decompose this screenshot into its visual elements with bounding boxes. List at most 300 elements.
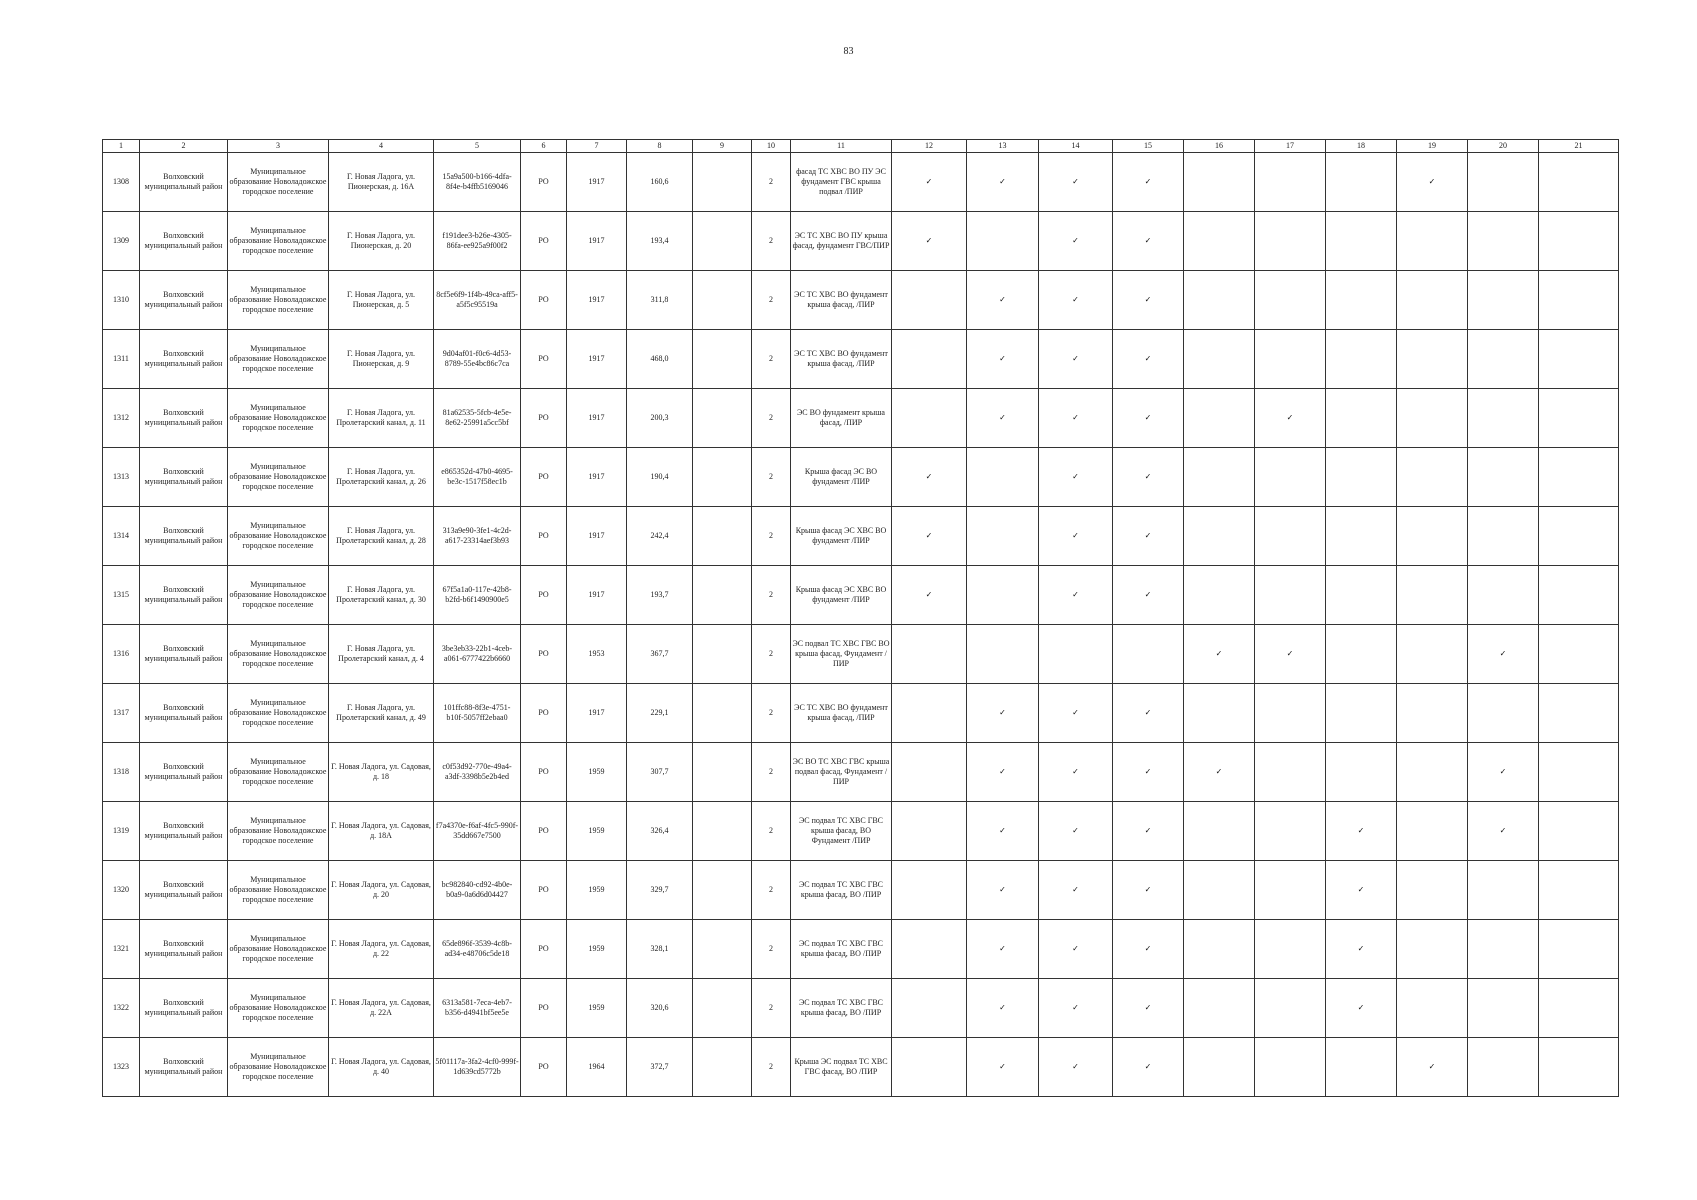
table-row <box>103 271 1619 330</box>
area-cell: 372,7 <box>627 1038 693 1097</box>
checkmark-icon: ✓ <box>1072 1062 1079 1071</box>
checkmark-icon: ✓ <box>1072 590 1079 599</box>
work-mark-cell <box>1255 920 1326 979</box>
column-10-cell: 2 <box>752 448 791 507</box>
table-row <box>103 389 1619 448</box>
district-cell: Волховский муниципальный район <box>140 802 228 861</box>
column-9-cell <box>693 448 752 507</box>
municipality-cell: Муниципальное образование Новоладожское городское поселение <box>228 743 329 802</box>
work-mark-cell <box>1113 684 1184 743</box>
work-mark-cell <box>1326 389 1397 448</box>
works-cell: ЭС ВО фундамент крыша фасад, /ПИР <box>791 389 892 448</box>
address-cell: Г. Новая Ладога, ул. Пролетарский канал, д. 4 <box>329 625 434 684</box>
row-number: 1315 <box>103 566 140 625</box>
work-mark-cell <box>1468 802 1539 861</box>
area-cell: 311,8 <box>627 271 693 330</box>
checkmark-icon: ✓ <box>1144 708 1152 717</box>
area-cell: 193,7 <box>627 566 693 625</box>
checkmark-icon: ✓ <box>1357 826 1365 835</box>
column-6-cell: РО <box>521 1038 567 1097</box>
work-mark-cell <box>967 507 1039 566</box>
column-10-cell: 2 <box>752 566 791 625</box>
municipality-cell: Муниципальное образование Новоладожское городское поселение <box>228 920 329 979</box>
address-cell: Г. Новая Ладога, ул. Садовая, д. 22 <box>329 920 434 979</box>
table-row <box>103 212 1619 271</box>
checkmark-icon: ✓ <box>1144 944 1152 953</box>
area-cell: 329,7 <box>627 861 693 920</box>
work-mark-cell <box>1539 684 1619 743</box>
work-mark-cell <box>1468 684 1539 743</box>
municipality-cell: Муниципальное образование Новоладожское городское поселение <box>228 979 329 1038</box>
work-mark-cell <box>967 625 1039 684</box>
works-cell: ЭС подвал ТС ХВС ГВС крыша фасад, ВО Фундамент /ПИР <box>791 802 892 861</box>
works-cell: ЭС ВО ТС ХВС ГВС крыша подвал фасад, Фундамент /ПИР <box>791 743 892 802</box>
year-built-cell: 1917 <box>567 330 627 389</box>
column-9-cell <box>693 979 752 1038</box>
work-mark-cell <box>892 153 967 212</box>
column-6-cell: РО <box>521 920 567 979</box>
work-mark-cell <box>1039 271 1113 330</box>
checkmark-icon: ✓ <box>1428 1062 1436 1071</box>
municipality-cell: Муниципальное образование Новоладожское городское поселение <box>228 153 329 212</box>
work-mark-cell <box>892 448 967 507</box>
municipality-cell: Муниципальное образование Новоладожское городское поселение <box>228 212 329 271</box>
address-cell: Г. Новая Ладога, ул. Садовая, д. 40 <box>329 1038 434 1097</box>
work-mark-cell <box>1468 153 1539 212</box>
checkmark-icon: ✓ <box>1144 767 1152 776</box>
checkmark-icon: ✓ <box>1072 354 1079 363</box>
checkmark-icon: ✓ <box>1072 826 1079 835</box>
address-cell: Г. Новая Ладога, ул. Пионерская, д. 20 <box>329 212 434 271</box>
address-cell: Г. Новая Ладога, ул. Пионерская, д. 16А <box>329 153 434 212</box>
checkmark-icon: ✓ <box>999 1062 1006 1071</box>
work-mark-cell <box>1397 271 1468 330</box>
year-built-cell: 1917 <box>567 153 627 212</box>
work-mark-cell <box>1397 153 1468 212</box>
column-number-header: 9 <box>693 140 752 153</box>
column-number-header: 5 <box>434 140 521 153</box>
row-number: 1309 <box>103 212 140 271</box>
checkmark-icon: ✓ <box>1144 531 1152 540</box>
column-10-cell: 2 <box>752 330 791 389</box>
checkmark-icon: ✓ <box>1144 826 1152 835</box>
checkmark-icon: ✓ <box>999 708 1006 717</box>
district-cell: Волховский муниципальный район <box>140 684 228 743</box>
row-number: 1320 <box>103 861 140 920</box>
column-number-header: 7 <box>567 140 627 153</box>
work-mark-cell <box>1468 743 1539 802</box>
municipality-cell: Муниципальное образование Новоладожское городское поселение <box>228 802 329 861</box>
checkmark-icon: ✓ <box>1072 295 1079 304</box>
work-mark-cell <box>1468 271 1539 330</box>
work-mark-cell <box>1184 979 1255 1038</box>
work-mark-cell <box>1326 1038 1397 1097</box>
work-mark-cell <box>892 271 967 330</box>
checkmark-icon: ✓ <box>1072 767 1079 776</box>
column-number-header: 12 <box>892 140 967 153</box>
work-mark-cell <box>967 1038 1039 1097</box>
table-row <box>103 743 1619 802</box>
checkmark-icon: ✓ <box>1144 295 1152 304</box>
work-mark-cell <box>1468 625 1539 684</box>
year-built-cell: 1959 <box>567 861 627 920</box>
work-mark-cell <box>1539 920 1619 979</box>
district-cell: Волховский муниципальный район <box>140 448 228 507</box>
work-mark-cell <box>1255 861 1326 920</box>
work-mark-cell <box>1184 1038 1255 1097</box>
work-mark-cell <box>1255 271 1326 330</box>
work-mark-cell <box>1039 153 1113 212</box>
column-10-cell: 2 <box>752 271 791 330</box>
work-mark-cell <box>1326 684 1397 743</box>
address-cell: Г. Новая Ладога, ул. Пионерская, д. 5 <box>329 271 434 330</box>
table-row <box>103 448 1619 507</box>
checkmark-icon: ✓ <box>1072 1003 1079 1012</box>
work-mark-cell <box>1468 920 1539 979</box>
district-cell: Волховский муниципальный район <box>140 625 228 684</box>
work-mark-cell <box>1539 448 1619 507</box>
year-built-cell: 1953 <box>567 625 627 684</box>
column-9-cell <box>693 625 752 684</box>
checkmark-icon: ✓ <box>925 472 933 481</box>
column-9-cell <box>693 566 752 625</box>
column-9-cell <box>693 802 752 861</box>
row-number: 1311 <box>103 330 140 389</box>
municipality-cell: Муниципальное образование Новоладожское городское поселение <box>228 861 329 920</box>
house-code-cell: 6313a581-7eca-4eb7-b356-d4941bf5ee5e <box>434 979 521 1038</box>
checkmark-icon: ✓ <box>925 177 933 186</box>
work-mark-cell <box>892 625 967 684</box>
column-10-cell: 2 <box>752 153 791 212</box>
year-built-cell: 1917 <box>567 271 627 330</box>
work-mark-cell <box>1039 1038 1113 1097</box>
house-code-cell: bc982840-cd92-4b0e-b0a9-0a6d6d04427 <box>434 861 521 920</box>
checkmark-icon: ✓ <box>1072 413 1079 422</box>
work-mark-cell <box>1039 625 1113 684</box>
work-mark-cell <box>892 802 967 861</box>
column-number-header: 18 <box>1326 140 1397 153</box>
work-mark-cell <box>967 389 1039 448</box>
house-code-cell: 9d04af01-f0c6-4d53-8789-55e4bc86c7ca <box>434 330 521 389</box>
works-cell: Крыша ЭС подвал ТС ХВС ГВС фасад, ВО /ПИР <box>791 1038 892 1097</box>
work-mark-cell <box>967 153 1039 212</box>
checkmark-icon: ✓ <box>1144 354 1152 363</box>
row-number: 1314 <box>103 507 140 566</box>
work-mark-cell <box>1039 743 1113 802</box>
row-number: 1316 <box>103 625 140 684</box>
work-mark-cell <box>1397 212 1468 271</box>
work-mark-cell <box>1468 1038 1539 1097</box>
checkmark-icon: ✓ <box>1072 177 1079 186</box>
checkmark-icon: ✓ <box>1286 413 1294 422</box>
checkmark-icon: ✓ <box>999 413 1006 422</box>
column-number-header: 10 <box>752 140 791 153</box>
municipality-cell: Муниципальное образование Новоладожское городское поселение <box>228 625 329 684</box>
work-mark-cell <box>1184 389 1255 448</box>
column-9-cell <box>693 743 752 802</box>
work-mark-cell <box>1539 625 1619 684</box>
works-cell: Крыша фасад ЭС ХВС ВО фундамент /ПИР <box>791 566 892 625</box>
work-mark-cell <box>1539 802 1619 861</box>
work-mark-cell <box>967 802 1039 861</box>
work-mark-cell <box>1039 861 1113 920</box>
works-cell: ЭС подвал ТС ХВС ГВС крыша фасад, ВО /ПИР <box>791 920 892 979</box>
column-6-cell: РО <box>521 979 567 1038</box>
work-mark-cell <box>1397 507 1468 566</box>
table-row <box>103 330 1619 389</box>
work-mark-cell <box>1184 861 1255 920</box>
work-mark-cell <box>1468 389 1539 448</box>
address-cell: Г. Новая Ладога, ул. Пролетарский канал, д. 28 <box>329 507 434 566</box>
column-6-cell: РО <box>521 389 567 448</box>
column-10-cell: 2 <box>752 212 791 271</box>
district-cell: Волховский муниципальный район <box>140 920 228 979</box>
work-mark-cell <box>1039 389 1113 448</box>
work-mark-cell <box>1397 625 1468 684</box>
work-mark-cell <box>967 271 1039 330</box>
house-code-cell: 313a9e90-3fe1-4c2d-a617-23314aef3b93 <box>434 507 521 566</box>
work-mark-cell <box>1039 920 1113 979</box>
checkmark-icon: ✓ <box>1144 1062 1152 1071</box>
row-number: 1313 <box>103 448 140 507</box>
checkmark-icon: ✓ <box>999 944 1006 953</box>
area-cell: 160,6 <box>627 153 693 212</box>
table-row <box>103 566 1619 625</box>
year-built-cell: 1917 <box>567 684 627 743</box>
municipality-cell: Муниципальное образование Новоладожское городское поселение <box>228 507 329 566</box>
checkmark-icon: ✓ <box>925 531 933 540</box>
area-cell: 200,3 <box>627 389 693 448</box>
column-6-cell: РО <box>521 212 567 271</box>
column-number-header: 17 <box>1255 140 1326 153</box>
address-cell: Г. Новая Ладога, ул. Пионерская, д. 9 <box>329 330 434 389</box>
year-built-cell: 1917 <box>567 566 627 625</box>
column-6-cell: РО <box>521 802 567 861</box>
work-mark-cell <box>1184 153 1255 212</box>
work-mark-cell <box>1539 1038 1619 1097</box>
work-mark-cell <box>1397 979 1468 1038</box>
column-6-cell: РО <box>521 153 567 212</box>
checkmark-icon: ✓ <box>1072 885 1079 894</box>
work-mark-cell <box>1255 684 1326 743</box>
work-mark-cell <box>1326 743 1397 802</box>
column-number-header: 16 <box>1184 140 1255 153</box>
address-cell: Г. Новая Ладога, ул. Садовая, д. 22А <box>329 979 434 1038</box>
column-9-cell <box>693 153 752 212</box>
works-cell: фасад ТС ХВС ВО ПУ ЭС фундамент ГВС крыша подвал /ПИР <box>791 153 892 212</box>
house-code-cell: 5f01117a-3fa2-4cf0-999f-1d639cd5772b <box>434 1038 521 1097</box>
district-cell: Волховский муниципальный район <box>140 153 228 212</box>
work-mark-cell <box>1397 802 1468 861</box>
work-mark-cell <box>1113 507 1184 566</box>
checkmark-icon: ✓ <box>1428 177 1436 186</box>
column-number-header: 14 <box>1039 140 1113 153</box>
checkmark-icon: ✓ <box>999 354 1006 363</box>
work-mark-cell <box>1255 389 1326 448</box>
work-mark-cell <box>892 1038 967 1097</box>
work-mark-cell <box>967 743 1039 802</box>
work-mark-cell <box>1539 212 1619 271</box>
work-mark-cell <box>1113 920 1184 979</box>
work-mark-cell <box>1326 861 1397 920</box>
municipality-cell: Муниципальное образование Новоладожское городское поселение <box>228 330 329 389</box>
column-10-cell: 2 <box>752 684 791 743</box>
work-mark-cell <box>1039 566 1113 625</box>
house-code-cell: f7a4370e-f6af-4fc5-990f-35dd667e7500 <box>434 802 521 861</box>
work-mark-cell <box>1397 389 1468 448</box>
checkmark-icon: ✓ <box>1499 649 1507 658</box>
checkmark-icon: ✓ <box>1144 885 1152 894</box>
work-mark-cell <box>1113 979 1184 1038</box>
work-mark-cell <box>1326 507 1397 566</box>
row-number: 1323 <box>103 1038 140 1097</box>
column-9-cell <box>693 861 752 920</box>
work-mark-cell <box>1539 861 1619 920</box>
year-built-cell: 1959 <box>567 802 627 861</box>
checkmark-icon: ✓ <box>925 590 933 599</box>
work-mark-cell <box>1539 271 1619 330</box>
page-number: 83 <box>843 46 854 57</box>
column-6-cell: РО <box>521 330 567 389</box>
address-cell: Г. Новая Ладога, ул. Пролетарский канал, д. 26 <box>329 448 434 507</box>
work-mark-cell <box>1113 566 1184 625</box>
work-mark-cell <box>1113 212 1184 271</box>
column-number-header: 8 <box>627 140 693 153</box>
column-9-cell <box>693 330 752 389</box>
row-number: 1318 <box>103 743 140 802</box>
work-mark-cell <box>892 920 967 979</box>
area-cell: 307,7 <box>627 743 693 802</box>
work-mark-cell <box>1468 448 1539 507</box>
work-mark-cell <box>1539 153 1619 212</box>
area-cell: 468,0 <box>627 330 693 389</box>
column-9-cell <box>693 684 752 743</box>
work-mark-cell <box>1397 1038 1468 1097</box>
work-mark-cell <box>1397 861 1468 920</box>
work-mark-cell <box>1113 271 1184 330</box>
column-9-cell <box>693 507 752 566</box>
checkmark-icon: ✓ <box>999 885 1006 894</box>
column-number-header: 3 <box>228 140 329 153</box>
checkmark-icon: ✓ <box>999 177 1006 186</box>
district-cell: Волховский муниципальный район <box>140 271 228 330</box>
checkmark-icon: ✓ <box>1357 885 1365 894</box>
area-cell: 193,4 <box>627 212 693 271</box>
district-cell: Волховский муниципальный район <box>140 743 228 802</box>
column-10-cell: 2 <box>752 389 791 448</box>
work-mark-cell <box>1326 330 1397 389</box>
checkmark-icon: ✓ <box>1144 177 1152 186</box>
work-mark-cell <box>967 920 1039 979</box>
district-cell: Волховский муниципальный район <box>140 566 228 625</box>
work-mark-cell <box>1255 1038 1326 1097</box>
checkmark-icon: ✓ <box>1072 944 1079 953</box>
works-cell: Крыша фасад ЭС ХВС ВО фундамент /ПИР <box>791 507 892 566</box>
housing-registry-table <box>102 139 1619 1097</box>
work-mark-cell <box>1397 330 1468 389</box>
work-mark-cell <box>967 448 1039 507</box>
work-mark-cell <box>1113 625 1184 684</box>
column-number-header: 4 <box>329 140 434 153</box>
work-mark-cell <box>1326 212 1397 271</box>
work-mark-cell <box>1255 979 1326 1038</box>
work-mark-cell <box>1468 566 1539 625</box>
column-number-header: 1 <box>103 140 140 153</box>
municipality-cell: Муниципальное образование Новоладожское городское поселение <box>228 1038 329 1097</box>
column-number-header: 6 <box>521 140 567 153</box>
district-cell: Волховский муниципальный район <box>140 979 228 1038</box>
checkmark-icon: ✓ <box>1072 708 1079 717</box>
municipality-cell: Муниципальное образование Новоладожское городское поселение <box>228 684 329 743</box>
address-cell: Г. Новая Ладога, ул. Пролетарский канал, д. 30 <box>329 566 434 625</box>
work-mark-cell <box>892 330 967 389</box>
work-mark-cell <box>1039 507 1113 566</box>
row-number: 1321 <box>103 920 140 979</box>
work-mark-cell <box>1184 743 1255 802</box>
area-cell: 229,1 <box>627 684 693 743</box>
works-cell: ЭС подвал ТС ХВС ГВС крыша фасад, ВО /ПИР <box>791 979 892 1038</box>
work-mark-cell <box>1184 566 1255 625</box>
checkmark-icon: ✓ <box>1144 413 1152 422</box>
work-mark-cell <box>1539 330 1619 389</box>
work-mark-cell <box>1039 802 1113 861</box>
column-9-cell <box>693 271 752 330</box>
column-6-cell: РО <box>521 271 567 330</box>
work-mark-cell <box>1255 330 1326 389</box>
table-row <box>103 920 1619 979</box>
work-mark-cell <box>1539 507 1619 566</box>
table-row <box>103 979 1619 1038</box>
checkmark-icon: ✓ <box>999 826 1006 835</box>
checkmark-icon: ✓ <box>1072 531 1079 540</box>
checkmark-icon: ✓ <box>1286 649 1294 658</box>
table-row <box>103 507 1619 566</box>
column-number-header: 20 <box>1468 140 1539 153</box>
row-number: 1312 <box>103 389 140 448</box>
column-6-cell: РО <box>521 507 567 566</box>
year-built-cell: 1917 <box>567 212 627 271</box>
work-mark-cell <box>1113 448 1184 507</box>
column-6-cell: РО <box>521 625 567 684</box>
area-cell: 326,4 <box>627 802 693 861</box>
table-row <box>103 802 1619 861</box>
works-cell: ЭС подвал ТС ХВС ГВС крыша фасад, ВО /ПИР <box>791 861 892 920</box>
column-number-header: 11 <box>791 140 892 153</box>
column-9-cell <box>693 920 752 979</box>
work-mark-cell <box>892 212 967 271</box>
work-mark-cell <box>1539 566 1619 625</box>
work-mark-cell <box>1255 212 1326 271</box>
checkmark-icon: ✓ <box>1072 472 1079 481</box>
work-mark-cell <box>1539 979 1619 1038</box>
work-mark-cell <box>1326 566 1397 625</box>
checkmark-icon: ✓ <box>925 236 933 245</box>
work-mark-cell <box>967 330 1039 389</box>
work-mark-cell <box>1184 684 1255 743</box>
address-cell: Г. Новая Ладога, ул. Пролетарский канал, д. 11 <box>329 389 434 448</box>
work-mark-cell <box>1539 743 1619 802</box>
work-mark-cell <box>1397 566 1468 625</box>
row-number: 1317 <box>103 684 140 743</box>
municipality-cell: Муниципальное образование Новоладожское городское поселение <box>228 566 329 625</box>
work-mark-cell <box>1113 861 1184 920</box>
work-mark-cell <box>1184 330 1255 389</box>
checkmark-icon: ✓ <box>999 295 1006 304</box>
work-mark-cell <box>1255 625 1326 684</box>
works-cell: ЭС ТС ХВС ВО фундамент крыша фасад, /ПИР <box>791 684 892 743</box>
works-cell: ЭС ТС ХВС ВО фундамент крыша фасад, /ПИР <box>791 330 892 389</box>
house-code-cell: 81a62535-5fcb-4e5e-8e62-25991a5cc5bf <box>434 389 521 448</box>
